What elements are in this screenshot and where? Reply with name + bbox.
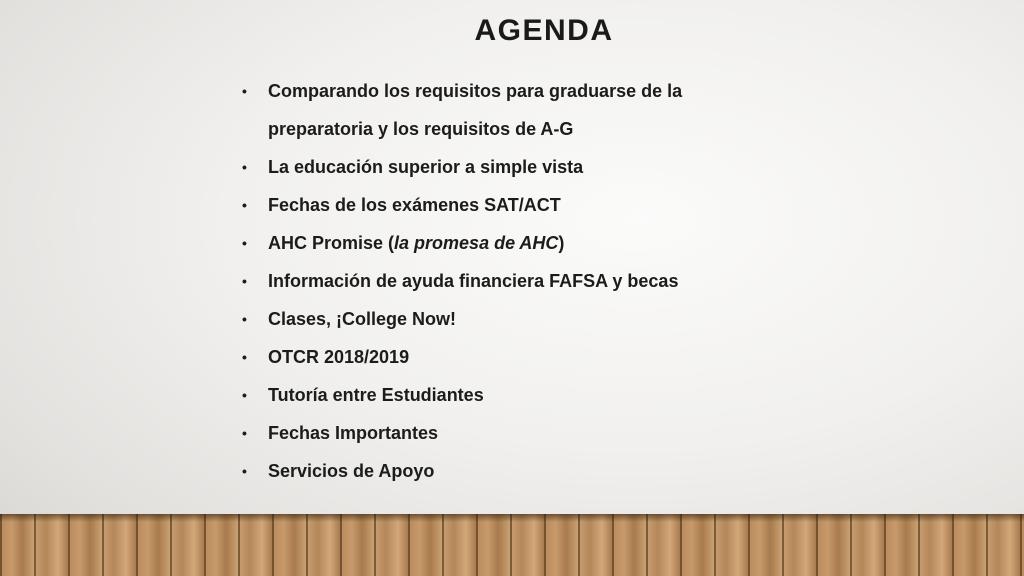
agenda-item	[240, 338, 780, 376]
bullet-icon: •	[242, 159, 247, 175]
agenda-item	[240, 148, 780, 186]
agenda-item-text: Fechas de los exámenes SAT/ACT	[268, 195, 561, 215]
agenda-item	[240, 376, 780, 414]
agenda-item	[240, 262, 780, 300]
slide-title: AGENDA	[474, 14, 614, 47]
bullet-icon: •	[242, 273, 247, 289]
bullet-icon: •	[242, 197, 247, 213]
agenda-item	[240, 186, 780, 224]
agenda-item-text: OTCR 2018/2019	[268, 347, 410, 367]
agenda-item-text-after: )	[558, 233, 565, 253]
floor-shadow	[0, 514, 1024, 522]
agenda-list	[240, 72, 780, 490]
agenda-item-text-before: AHC Promise (	[268, 233, 395, 253]
agenda-item-text: Servicios de Apoyo	[268, 461, 435, 481]
agenda-item	[240, 72, 780, 148]
bullet-icon: •	[242, 83, 247, 99]
bullet-icon: •	[242, 425, 247, 441]
agenda-item-text: Fechas Importantes	[268, 423, 439, 443]
agenda-item	[240, 452, 780, 490]
agenda-item	[240, 414, 780, 452]
bullet-icon: •	[242, 311, 247, 327]
agenda-item-text: Tutoría entre Estudiantes	[268, 385, 484, 405]
bullet-icon: •	[242, 463, 247, 479]
agenda-item-text: Información de ayuda financiera FAFSA y becas	[268, 271, 679, 291]
agenda-item	[240, 224, 780, 262]
agenda-item-text-italic: la promesa de AHC	[394, 233, 559, 253]
agenda-item	[240, 300, 780, 338]
wood-floor-decoration	[0, 514, 1024, 576]
agenda-item-text: La educación superior a simple vista	[268, 157, 584, 177]
bullet-icon: •	[242, 349, 247, 365]
bullet-icon: •	[242, 235, 247, 251]
bullet-icon: •	[242, 387, 247, 403]
agenda-item-text: Clases, ¡College Now!	[268, 309, 457, 329]
agenda-item-text: Comparando los requisitos para graduarse de la preparatoria y los requisitos de A-G	[268, 81, 683, 139]
